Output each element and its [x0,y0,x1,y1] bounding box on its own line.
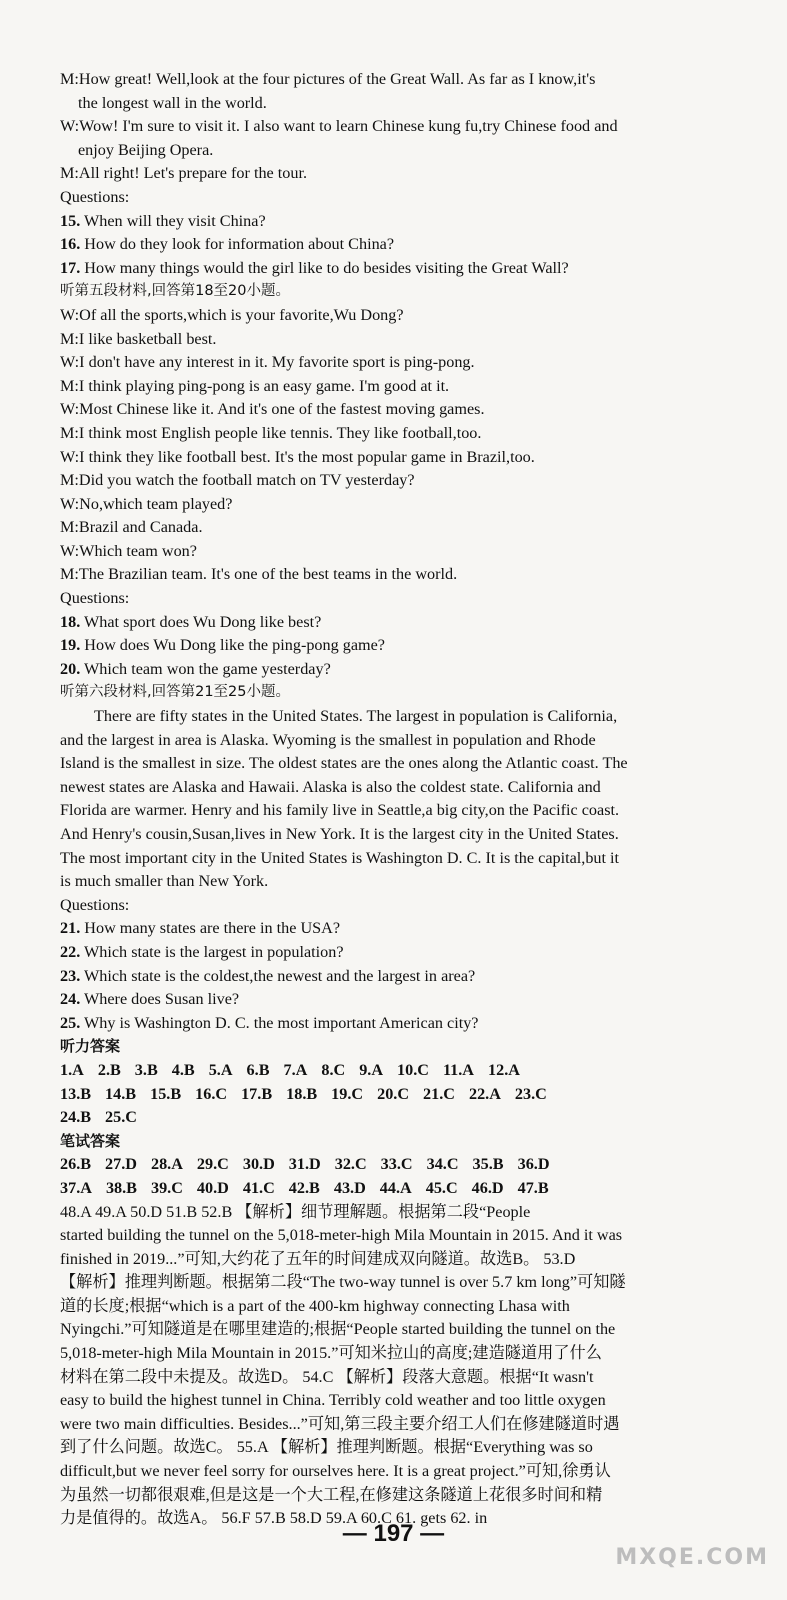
section-heading: 听第五段材料,回答第18至20小题。 [60,283,291,300]
answer-row: 13.B 14.B 15.B 16.C 17.B 18.B 19.C 20.C 21.C 22.A 23.C [60,1084,547,1103]
analysis-line: finished in 2019...”可知,大约花了五年的时间建成双向隧道。故选B。 53.D [60,1249,576,1268]
analysis-line: 5,018-meter-high Mila Mountain in 2015.”可知米拉山的高度;建造隧道用了什么 [60,1344,602,1363]
dialogue-line: M:I think most English people like tennis. They like football,too. [60,423,482,442]
passage-line: and the largest in area is Alaska. Wyoming is the smallest in population and Rhode [60,730,596,749]
written-answers-heading: 笔试答案 [60,1131,121,1150]
question: 24. Where does Susan live? [60,990,240,1009]
analysis-line: 力是值得的。故选A。 56.F 57.B 58.D 59.A 60.C 61. gets 62. in [60,1509,488,1528]
dialogue-line: W:Which team won? [60,541,197,560]
dialogue-line: W:Most Chinese like it. And it's one of the fastest moving games. [60,400,485,419]
dialogue-line: M:How great! Well,look at the four pictures of the Great Wall. As far as I know,it's [60,70,596,88]
dialogue-line: M:Brazil and Canada. [60,518,203,537]
question: 18. What sport does Wu Dong like best? [60,612,322,631]
page-content [60,68,750,1531]
analysis-line: were two main difficulties. Besides...”可知,第三段主要介绍工人们在修建隧道时遇 [60,1414,620,1433]
question: 25. Why is Washington D. C. the most important American city? [60,1013,479,1032]
answer-row: 24.B 25.C [60,1108,137,1127]
passage-line: The most important city in the United States is Washington D. C. It is the capital,but it [60,848,620,867]
listening-answers-heading: 听力答案 [60,1037,121,1056]
passage-line: There are fifty states in the United States. The largest in population is California, [94,707,618,726]
dialogue-line: M:I like basketball best. [60,329,217,348]
dialogue-line: W:I think they like football best. It's the most popular game in Brazil,too. [60,447,535,466]
dialogue-line: W:No,which team played? [60,494,233,513]
dialogue-line: M:Did you watch the football match on TV yesterday? [60,471,415,490]
answer-row: 37.A 38.B 39.C 40.D 41.C 42.B 43.D 44.A 45.C 46.D 47.B [60,1178,549,1197]
analysis-line: 道的长度;根据“which is a part of the 400-km highway connecting Lhasa with [60,1296,570,1315]
section-heading: 听第六段材料,回答第21至25小题。 [60,684,291,701]
questions-label: Questions: [60,589,130,608]
questions-label: Questions: [60,895,130,914]
analysis-line: 材料在第二段中未提及。故选D。 54.C 【解析】段落大意题。根据“It wasn't [60,1367,594,1386]
dialogue-line: W:I don't have any interest in it. My favorite sport is ping-pong. [60,353,475,372]
dialogue-line: enjoy Beijing Opera. [78,140,214,159]
question: 21. How many states are there in the USA? [60,919,341,938]
passage-line: And Henry's cousin,Susan,lives in New York. It is the largest city in the United States. [60,825,619,843]
question: 20. Which team won the game yesterday? [60,659,331,678]
page-number: — 197 — [342,1520,445,1547]
passage-line: newest states are Alaska and Hawaii. Alaska is also the coldest state. California and [60,777,601,796]
watermark: MXQE.COM [615,1545,769,1570]
dialogue-line: M:The Brazilian team. It's one of the best teams in the world. [60,565,458,584]
question: 16. How do they look for information about China? [60,235,395,254]
dialogue-line: M:I think playing ping-pong is an easy game. I'm good at it. [60,376,450,395]
dialogue-line: the longest wall in the world. [78,93,267,112]
analysis-line: 【解析】推理判断题。根据第二段“The two-way tunnel is over 5.7 km long”可知隧 [60,1273,626,1292]
analysis-line: started building the tunnel on the 5,018-meter-high Mila Mountain in 2015. And it was [60,1226,623,1245]
analysis-line: 48.A 49.A 50.D 51.B 52.B 【解析】细节理解题。根据第二段“People [60,1202,531,1221]
analysis-line: difficult,but we never feel sorry for ourselves here. It is a great project.”可知,徐勇认 [60,1462,611,1481]
dialogue-line: W:Of all the sports,which is your favorite,Wu Dong? [60,305,404,324]
passage-line: is much smaller than New York. [60,872,269,891]
question: 22. Which state is the largest in population? [60,942,344,961]
analysis-line: 到了什么问题。故选C。 55.A 【解析】推理判断题。根据“Everything was so [60,1438,593,1457]
question: 15. When will they visit China? [60,211,266,230]
question: 23. Which state is the coldest,the newest and the largest in area? [60,966,476,985]
dialogue-line: M:All right! Let's prepare for the tour. [60,164,308,183]
passage-line: Florida are warmer. Henry and his family live in Seattle,a big city,on the Pacific coast. [60,801,620,820]
analysis-line: easy to build the highest tunnel in China. Terribly cold weather and too little oxygen [60,1391,606,1410]
question: 17. How many things would the girl like to do besides visiting the Great Wall? [60,258,569,277]
passage-line: Island is the smallest in size. The oldest states are the ones along the Atlantic coast. The [60,754,628,773]
question: 19. How does Wu Dong like the ping-pong game? [60,636,385,655]
questions-label: Questions: [60,187,130,206]
dialogue-line: W:Wow! I'm sure to visit it. I also want to learn Chinese kung fu,try Chinese food and [60,117,618,136]
answer-row: 1.A 2.B 3.B 4.B 5.A 6.B 7.A 8.C 9.A 10.C 11.A 12.A [60,1060,520,1079]
analysis-line: Nyingchi.”可知隧道是在哪里建造的;根据“People started building the tunnel on the [60,1320,616,1339]
answer-row: 26.B 27.D 28.A 29.C 30.D 31.D 32.C 33.C 34.C 35.B 36.D [60,1155,550,1174]
analysis-line: 为虽然一切都很艰难,但是这是一个大工程,在修建这条隧道上花很多时间和精 [60,1485,603,1504]
